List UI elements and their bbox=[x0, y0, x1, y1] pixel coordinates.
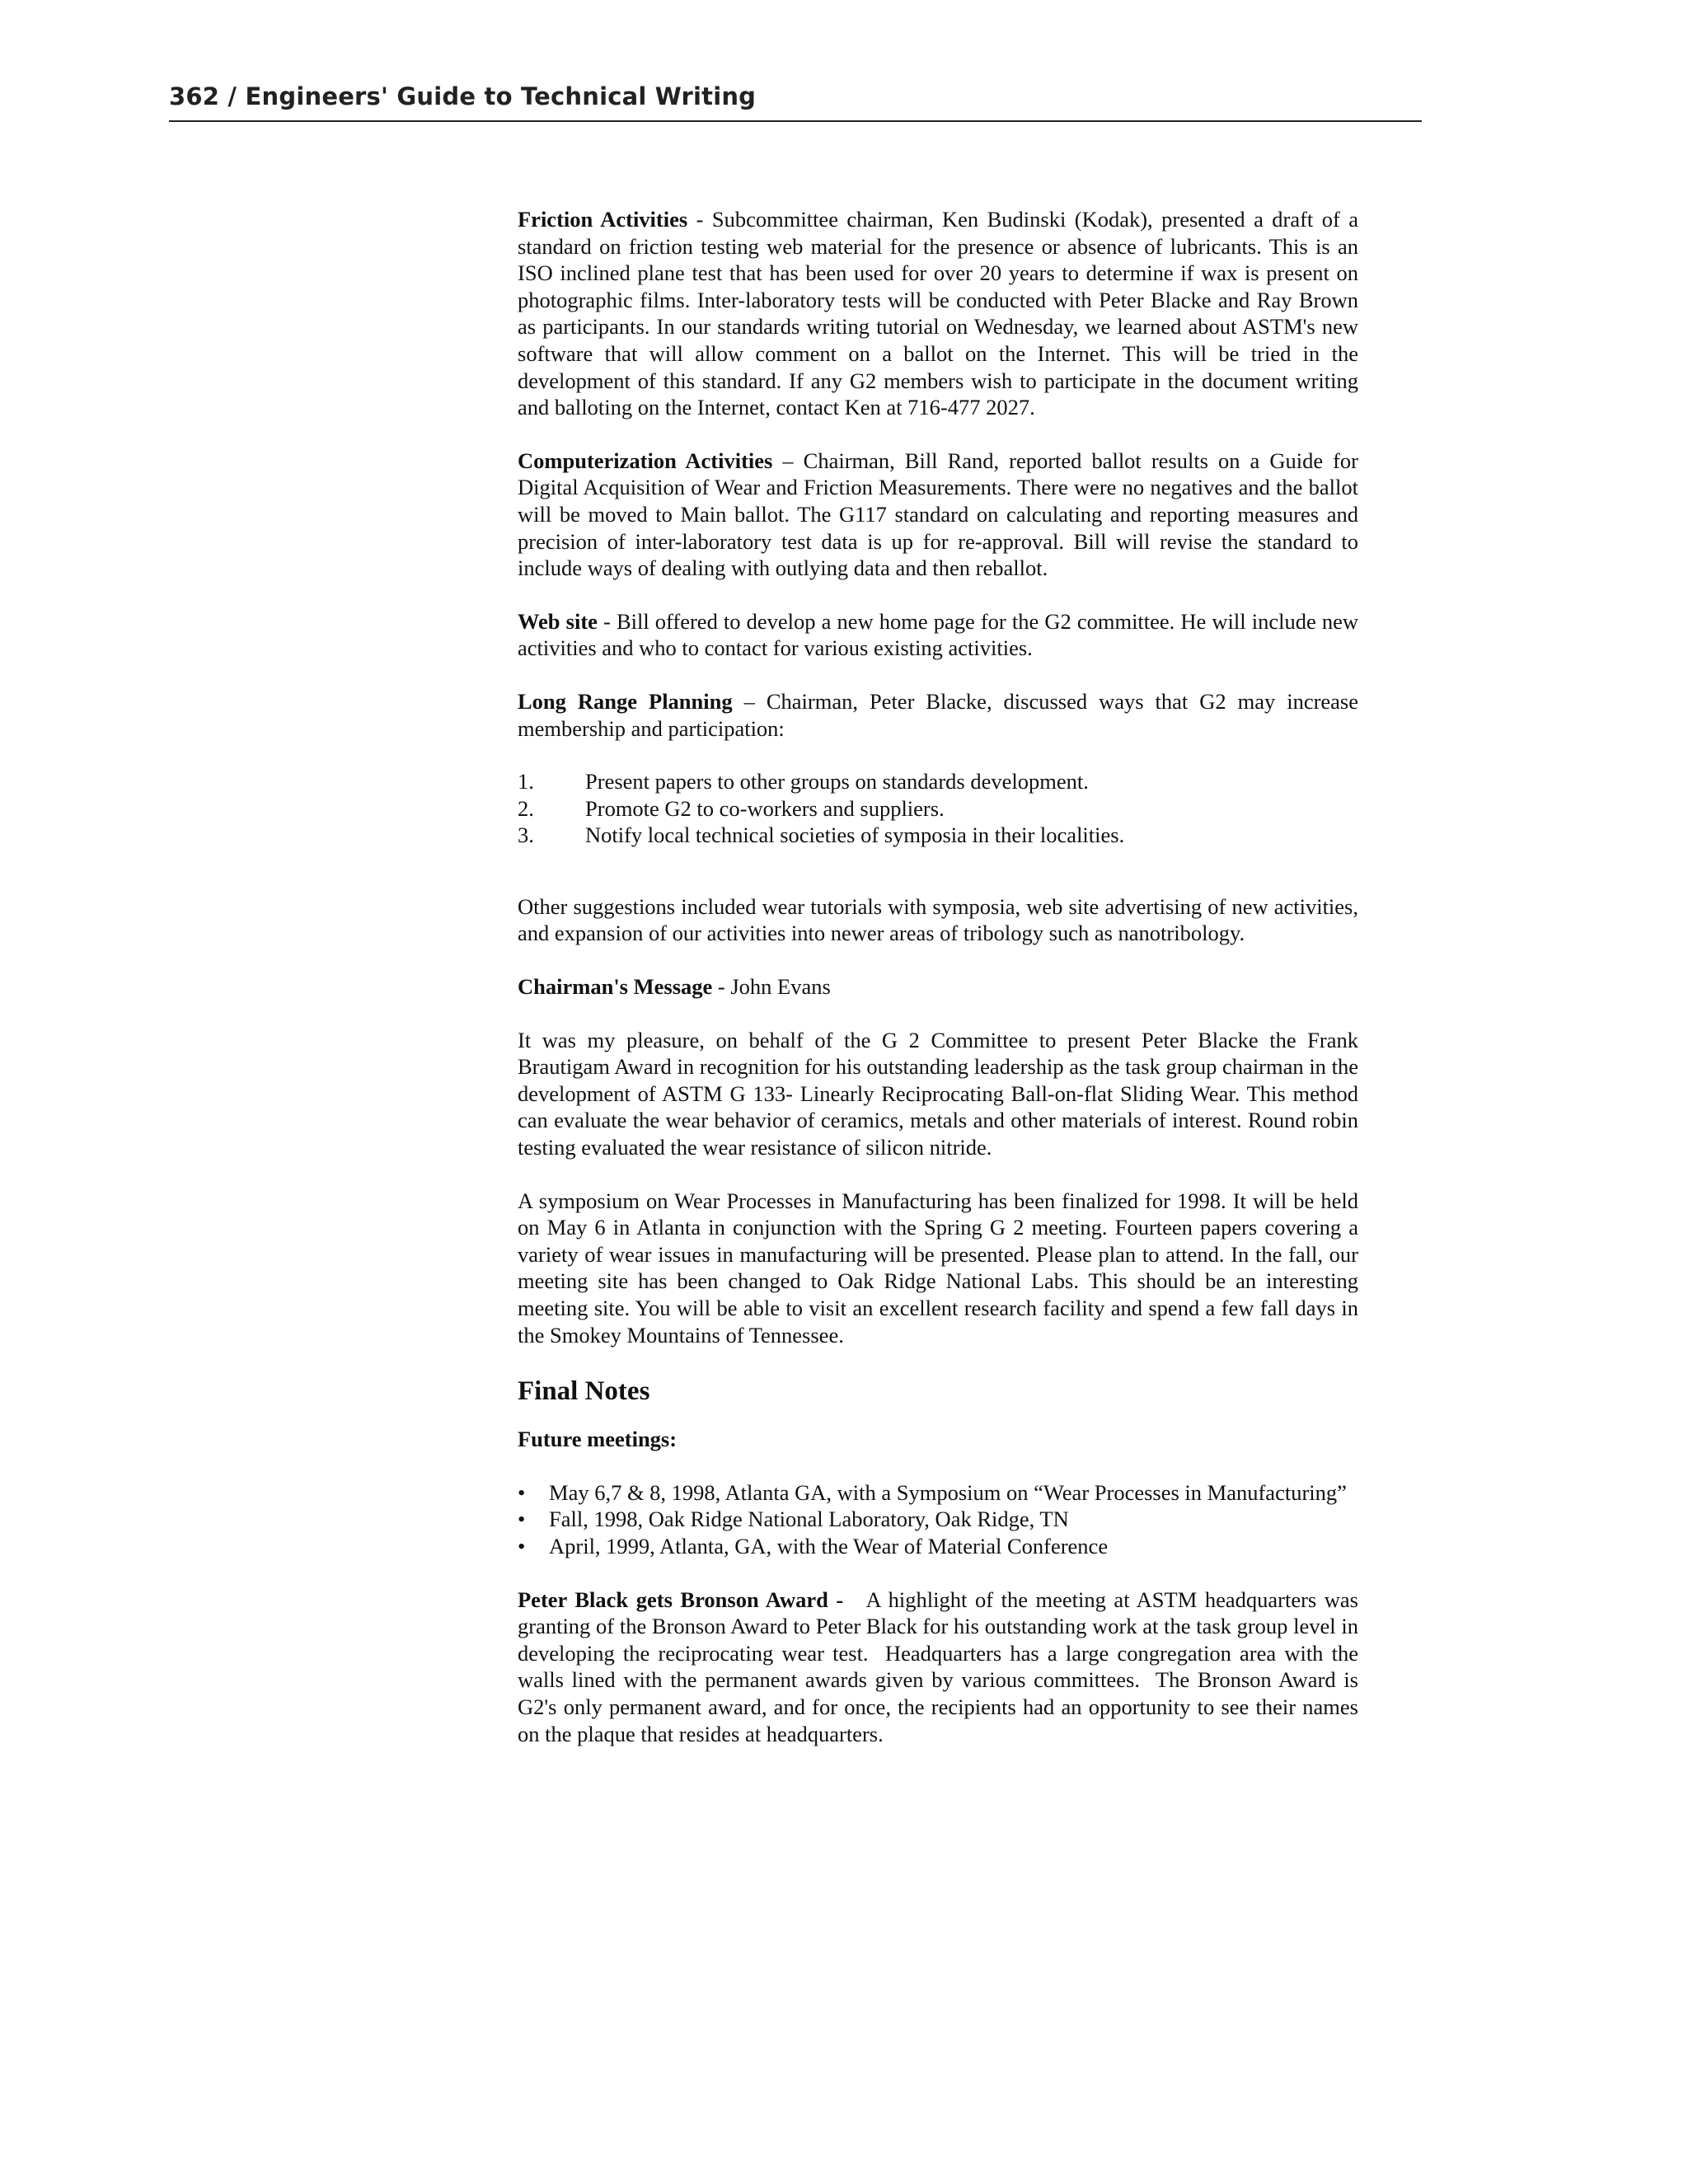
chairman-heading bbox=[518, 973, 1358, 1001]
website-title: Web site bbox=[518, 608, 598, 634]
running-head: 362 / Engineers' Guide to Technical Writing bbox=[169, 82, 757, 110]
meeting-text: Fall, 1998, Oak Ridge National Laboratory, Oak Ridge, TN bbox=[549, 1507, 1069, 1532]
list-item bbox=[518, 1533, 1358, 1560]
computerization-title: Computerization Activities bbox=[518, 448, 773, 473]
website-body: - Bill offered to develop a new home page for the G2 committee. He will include new activities and who to contact for various existing activities. bbox=[518, 608, 1358, 661]
meeting-text: April, 1999, Atlanta, GA, with the Wear of Material Conference bbox=[549, 1533, 1109, 1558]
list-item bbox=[518, 768, 1358, 795]
chairman-byline: - John Evans bbox=[712, 974, 831, 1000]
long-range-title: Long Range Planning bbox=[518, 688, 733, 714]
list-item bbox=[518, 795, 1358, 823]
long-range-paragraph bbox=[518, 688, 1358, 742]
header-rule bbox=[169, 120, 1422, 122]
meetings-list bbox=[518, 1479, 1358, 1560]
computerization-body: – Chairman, Bill Rand, reported ballot results on a Guide for Digital Acquisition of Wear and Friction Measurements. There were no negatives and the ballot will be moved to Main ballot. The G117 standard on calculating and reporting measures and precision of inter-laboratory test data is up for re-approval. Bill will revise the standard to include ways of dealing with outlying data and then reballot. bbox=[518, 448, 1358, 581]
other-suggestions-paragraph: Other suggestions included wear tutorials with symposia, web site advertising of new activities, and expansion of our activities into newer areas of tribology such as nanotribology. bbox=[518, 893, 1358, 946]
bullet-icon: • bbox=[518, 1533, 526, 1558]
list-item bbox=[518, 1479, 1358, 1507]
bronson-title: Peter Black gets Bronson Award - bbox=[518, 1586, 844, 1612]
chairman-paragraph-1: It was my pleasure, on behalf of the G 2 Committee to present Peter Blacke the Frank Brautigam Award in recognition for his outstanding leadership as the task group chairman in the development of ASTM G 133- Linearly Reciprocating Ball-on-flat Sliding Wear. This method can evaluate the wear behavior of ceramics, metals and other materials of interest. Round robin testing evaluated the wear resistance of silicon nitride. bbox=[518, 1027, 1358, 1160]
chairman-paragraph-2: A symposium on Wear Processes in Manufacturing has been finalized for 1998. It will be held on May 6 in Atlanta in conjunction with the Spring G 2 meeting. Fourteen papers covering a variety of wear issues in manufacturing will be presented. Please plan to attend. In the fall, our meeting site has been changed to Oak Ridge National Labs. This should be an interesting meeting site. You will be able to visit an excellent research facility and spend a few fall days in the Smokey Mountains of Tennessee. bbox=[518, 1188, 1358, 1347]
list-number: 1. bbox=[518, 769, 534, 794]
bullet-icon: • bbox=[518, 1479, 526, 1505]
planning-list bbox=[518, 768, 1358, 849]
future-meetings-heading: Future meetings: bbox=[518, 1427, 678, 1452]
bronson-body: A highlight of the meeting at ASTM headquarters was granting of the Bronson Award to Peter Black for his outstanding work at the task group level in developing the reciprocating wear test. Headquarters has a large congregation area with the walls lined with the permanent awards given by various committees. The Bronson Award is G2's only permanent award, and for once, the recipients had an opportunity to see their names on the plaque that resides at headquarters. bbox=[518, 1586, 1364, 1746]
list-item bbox=[518, 822, 1358, 849]
chairman-title: Chairman's Message bbox=[518, 974, 713, 1000]
meeting-text: May 6,7 & 8, 1998, Atlanta GA, with a Symposium on “Wear Processes in Manufacturing” bbox=[549, 1479, 1347, 1505]
list-number: 3. bbox=[518, 823, 534, 848]
list-text: Present papers to other groups on standards development. bbox=[585, 769, 1089, 794]
list-number: 2. bbox=[518, 795, 534, 821]
final-notes-heading: Final Notes bbox=[518, 1376, 650, 1407]
friction-body: - Subcommittee chairman, Ken Budinski (Kodak), presented a draft of a standard on friction testing web material for the presence or absence of lubricants. This is an ISO inclined plane test that has been used for over 20 years to determine if wax is present on photographic films. Inter-laboratory tests will be conducted with Peter Blacke and Ray Brown as participants. In our standards writing tutorial on Wednesday, we learned about ASTM's new software that will allow comment on a ballot on the Internet. This will be tried in the development of this standard. If any G2 members wish to participate in the document writing and balloting on the Internet, contact Ken at 716-477 2027. bbox=[518, 207, 1358, 420]
long-range-body: – Chairman, Peter Blacke, discussed ways that G2 may increase membership and participation: bbox=[518, 688, 1358, 741]
website-paragraph bbox=[518, 608, 1358, 662]
list-item bbox=[518, 1506, 1358, 1533]
bullet-icon: • bbox=[518, 1507, 526, 1532]
list-text: Notify local technical societies of symposia in their localities. bbox=[585, 823, 1125, 848]
computerization-paragraph bbox=[518, 448, 1358, 582]
friction-title: Friction Activities bbox=[518, 207, 688, 232]
page-content bbox=[518, 206, 1364, 1774]
bronson-paragraph bbox=[518, 1586, 1364, 1748]
list-text: Promote G2 to co-workers and suppliers. bbox=[585, 795, 945, 821]
friction-paragraph bbox=[518, 206, 1358, 421]
